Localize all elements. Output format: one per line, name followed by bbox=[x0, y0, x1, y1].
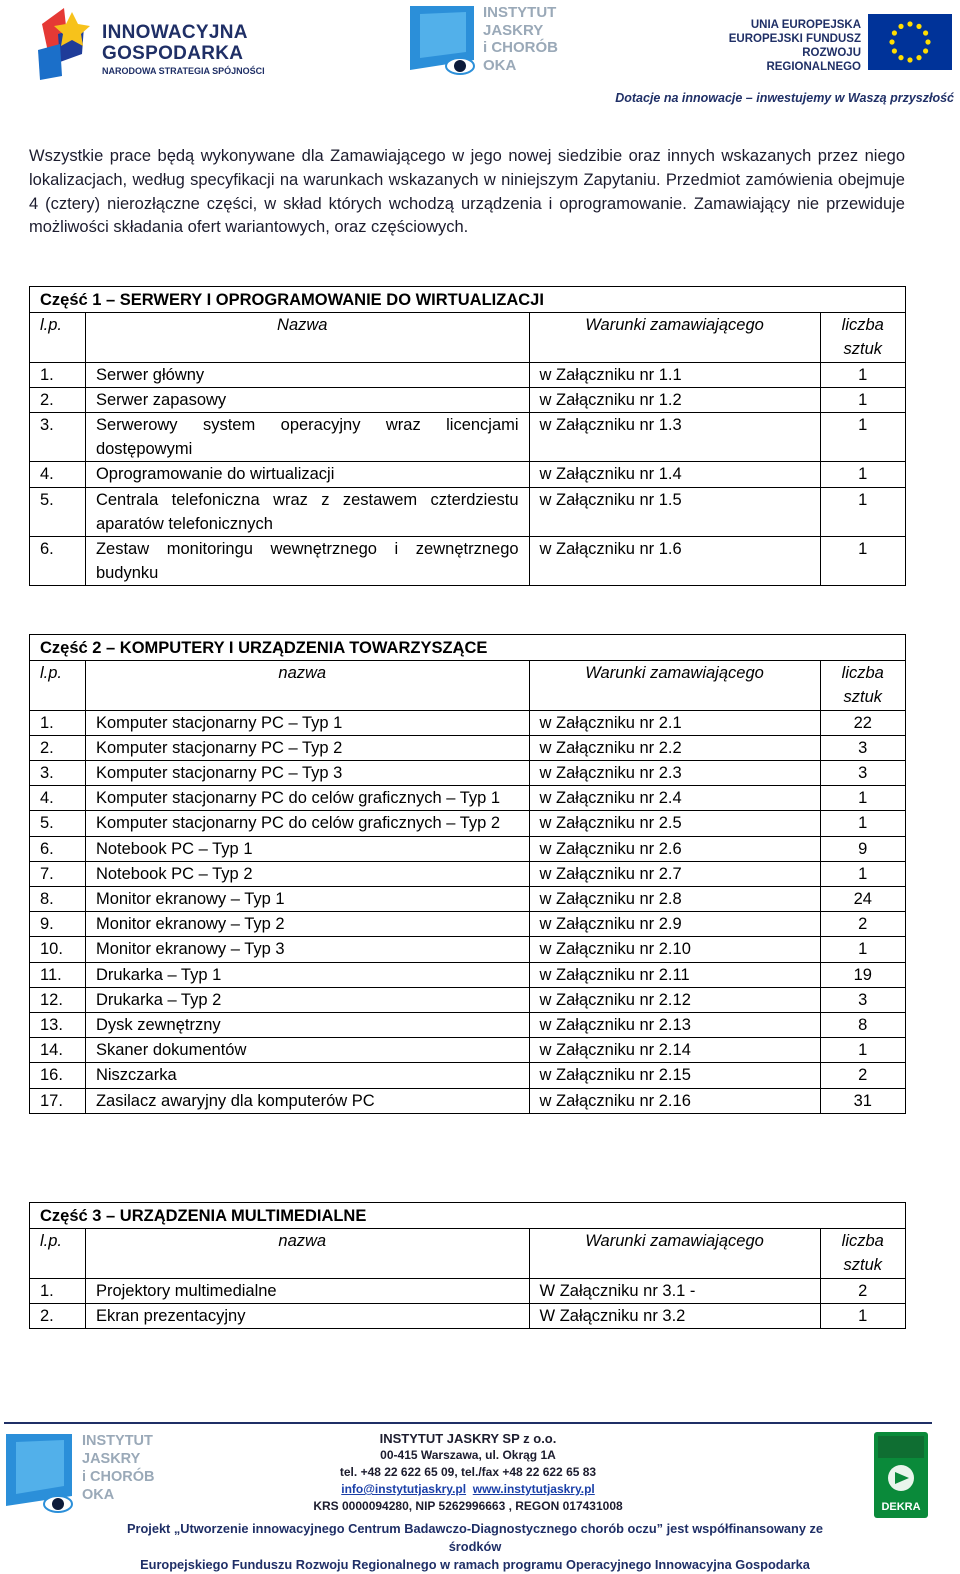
footer-company-name: INSTYTUT JASKRY SP z o.o. bbox=[379, 1431, 557, 1446]
table-cell: Komputer stacjonarny PC do celów graficznych – Typ 2 bbox=[85, 811, 529, 836]
table-cell: 2. bbox=[30, 735, 86, 760]
table-cell: w Załączniku nr 1.3 bbox=[529, 413, 820, 462]
dekra-certificate-badge bbox=[874, 1432, 928, 1518]
header-motto: Dotacje na innowacje – inwestujemy w Waszą przyszłość bbox=[615, 91, 954, 105]
page-header bbox=[0, 0, 960, 110]
dekra-label: DEKRA bbox=[881, 1501, 921, 1513]
table-row bbox=[30, 786, 906, 811]
innowacyjna-gospodarka-subtitle: NARODOWA STRATEGIA SPÓJNOŚCI bbox=[102, 66, 265, 76]
table-cell: W Załączniku nr 3.2 bbox=[529, 1303, 820, 1328]
table-row bbox=[30, 362, 906, 387]
table-cell: 1 bbox=[820, 937, 905, 962]
table-cell: 11. bbox=[30, 962, 86, 987]
table-cell: 1 bbox=[820, 786, 905, 811]
table-cell: Oprogramowanie do wirtualizacji bbox=[85, 462, 529, 487]
table-cell: w Załączniku nr 2.7 bbox=[529, 861, 820, 886]
footer-website-link[interactable]: www.instytutjaskry.pl bbox=[472, 1482, 595, 1496]
table-cell: W Załączniku nr 3.1 - bbox=[529, 1278, 820, 1303]
table-cell: 1. bbox=[30, 710, 86, 735]
table-row bbox=[30, 987, 906, 1012]
part-title: Część 3 – URZĄDZENIA MULTIMEDIALNE bbox=[30, 1203, 906, 1229]
table-cell: w Załączniku nr 2.2 bbox=[529, 735, 820, 760]
part-3-table bbox=[29, 1202, 906, 1329]
table-cell: Komputer stacjonarny PC – Typ 2 bbox=[85, 735, 529, 760]
table-cell: 1 bbox=[820, 811, 905, 836]
table-cell: Dysk zewnętrzny bbox=[85, 1013, 529, 1038]
table-cell: w Załączniku nr 2.8 bbox=[529, 887, 820, 912]
table-cell: 31 bbox=[820, 1088, 905, 1113]
innowacyjna-gospodarka-emblem bbox=[34, 4, 104, 82]
column-header: Warunki zamawiającego bbox=[529, 661, 820, 710]
table-cell: Notebook PC – Typ 2 bbox=[85, 861, 529, 886]
column-header-row bbox=[30, 1229, 906, 1278]
table-cell: Monitor ekranowy – Typ 3 bbox=[85, 937, 529, 962]
table-cell: Komputer stacjonarny PC do celów graficznych – Typ 1 bbox=[85, 786, 529, 811]
table-row bbox=[30, 912, 906, 937]
table-row bbox=[30, 462, 906, 487]
table-cell: 13. bbox=[30, 1013, 86, 1038]
table-cell: 1 bbox=[820, 462, 905, 487]
table-row bbox=[30, 413, 906, 462]
table-cell: w Załączniku nr 1.2 bbox=[529, 387, 820, 412]
table-cell: 3 bbox=[820, 987, 905, 1012]
column-header: nazwa bbox=[85, 1229, 529, 1278]
table-cell: w Załączniku nr 1.4 bbox=[529, 462, 820, 487]
table-cell: w Załączniku nr 1.6 bbox=[529, 537, 820, 586]
table-row bbox=[30, 861, 906, 886]
table-cell: w Załączniku nr 2.15 bbox=[529, 1063, 820, 1088]
instytut-jaskry-logo bbox=[408, 4, 568, 78]
table-row bbox=[30, 1038, 906, 1063]
column-header: Warunki zamawiającego bbox=[529, 1229, 820, 1278]
table-cell: Zasilacz awaryjny dla komputerów PC bbox=[85, 1088, 529, 1113]
column-header-row bbox=[30, 313, 906, 362]
table-cell: 4. bbox=[30, 462, 86, 487]
table-row bbox=[30, 1303, 906, 1328]
table-cell: 24 bbox=[820, 887, 905, 912]
footer-registry: KRS 0000094280, NIP 5262996663 , REGON 017431008 bbox=[313, 1499, 623, 1513]
table-cell: 1 bbox=[820, 537, 905, 586]
footer-instytut-jaskry-name: INSTYTUT JASKRY i CHORÓB OKA bbox=[82, 1433, 155, 1503]
eu-fund-name: UNIA EUROPEJSKA EUROPEJSKI FUNDUSZ ROZWOJU REGIONALNEGO bbox=[728, 19, 861, 73]
table-row bbox=[30, 887, 906, 912]
table-cell: 4. bbox=[30, 786, 86, 811]
table-cell: 2 bbox=[820, 1278, 905, 1303]
table-cell: w Załączniku nr 2.3 bbox=[529, 761, 820, 786]
eu-flag-icon bbox=[868, 14, 952, 70]
column-header: l.p. bbox=[30, 313, 86, 362]
table-cell: 3. bbox=[30, 761, 86, 786]
table-row bbox=[30, 937, 906, 962]
instytut-jaskry-name: INSTYTUT JASKRY i CHORÓB OKA bbox=[483, 4, 558, 74]
table-row bbox=[30, 537, 906, 586]
table-cell: 3 bbox=[820, 735, 905, 760]
table-cell: Skaner dokumentów bbox=[85, 1038, 529, 1063]
table-cell: Centrala telefoniczna wraz z zestawem czterdziestu aparatów telefonicznych bbox=[85, 487, 529, 536]
table-cell: w Załączniku nr 2.1 bbox=[529, 710, 820, 735]
table-cell: w Załączniku nr 1.5 bbox=[529, 487, 820, 536]
table-cell: Komputer stacjonarny PC – Typ 3 bbox=[85, 761, 529, 786]
table-cell: Notebook PC – Typ 1 bbox=[85, 836, 529, 861]
table-cell: 22 bbox=[820, 710, 905, 735]
table-cell: 5. bbox=[30, 487, 86, 536]
table-row bbox=[30, 811, 906, 836]
table-cell: Drukarka – Typ 1 bbox=[85, 962, 529, 987]
table-cell: Niszczarka bbox=[85, 1063, 529, 1088]
table-cell: 2 bbox=[820, 912, 905, 937]
table-cell: 7. bbox=[30, 861, 86, 886]
table-cell: 9 bbox=[820, 836, 905, 861]
footer-eye-logo-icon bbox=[6, 1432, 78, 1520]
table-cell: 1. bbox=[30, 362, 86, 387]
footer-address: 00-415 Warszawa, ul. Okrąg 1A bbox=[380, 1448, 556, 1462]
table-cell: 16. bbox=[30, 1063, 86, 1088]
innowacyjna-gospodarka-name: INNOWACYJNA GOSPODARKA bbox=[102, 22, 248, 64]
table-cell: 2 bbox=[820, 1063, 905, 1088]
table-row bbox=[30, 836, 906, 861]
table-cell: Zestaw monitoringu wewnętrznego i zewnętrznego budynku bbox=[85, 537, 529, 586]
column-header: Nazwa bbox=[85, 313, 529, 362]
table-cell: 14. bbox=[30, 1038, 86, 1063]
table-row bbox=[30, 387, 906, 412]
table-row bbox=[30, 710, 906, 735]
page-footer bbox=[0, 1418, 960, 1572]
part-title: Część 2 – KOMPUTERY I URZĄDZENIA TOWARZYSZĄCE bbox=[30, 635, 906, 661]
table-row bbox=[30, 962, 906, 987]
table-cell: w Załączniku nr 2.12 bbox=[529, 987, 820, 1012]
column-header: l.p. bbox=[30, 1229, 86, 1278]
table-cell: Projektory multimedialne bbox=[85, 1278, 529, 1303]
footer-email-link[interactable]: info@instytutjaskry.pl bbox=[341, 1482, 467, 1496]
table-cell: 8. bbox=[30, 887, 86, 912]
table-cell: 9. bbox=[30, 912, 86, 937]
column-header-row bbox=[30, 661, 906, 710]
table-row bbox=[30, 1088, 906, 1113]
table-cell: 6. bbox=[30, 836, 86, 861]
table-cell: Drukarka – Typ 2 bbox=[85, 987, 529, 1012]
table-cell: 1 bbox=[820, 487, 905, 536]
column-header: liczba sztuk bbox=[820, 313, 905, 362]
table-cell: w Załączniku nr 2.9 bbox=[529, 912, 820, 937]
table-cell: w Załączniku nr 2.6 bbox=[529, 836, 820, 861]
table-cell: Komputer stacjonarny PC – Typ 1 bbox=[85, 710, 529, 735]
table-cell: w Załączniku nr 2.10 bbox=[529, 937, 820, 962]
table-cell: 5. bbox=[30, 811, 86, 836]
table-cell: w Załączniku nr 2.16 bbox=[529, 1088, 820, 1113]
part-2-table bbox=[29, 634, 906, 1114]
table-cell: 19 bbox=[820, 962, 905, 987]
table-row bbox=[30, 1063, 906, 1088]
table-cell: 1 bbox=[820, 1303, 905, 1328]
table-cell: w Załączniku nr 1.1 bbox=[529, 362, 820, 387]
table-cell: 8 bbox=[820, 1013, 905, 1038]
table-cell: w Załączniku nr 2.5 bbox=[529, 811, 820, 836]
table-cell: 10. bbox=[30, 937, 86, 962]
table-row bbox=[30, 1278, 906, 1303]
table-cell: 1 bbox=[820, 1038, 905, 1063]
intro-paragraph: Wszystkie prace będą wykonywane dla Zamawiającego w jego nowej siedzibie oraz innych wskazanych przez niego lokalizacjach, według specyfikacji na warunkach wskazanych w niniejszym Zapytaniu. Przedmiot zamówienia obejmuje 4 (cztery) nierozłączne części, w skład których wchodzą urządzenia i oprogramowanie. Zamawiający nie przewiduje możliwości składania ofert wariantowych, oraz częściowych. bbox=[29, 147, 905, 237]
table-cell: Serwer główny bbox=[85, 362, 529, 387]
table-cell: 2. bbox=[30, 387, 86, 412]
table-cell: 12. bbox=[30, 987, 86, 1012]
table-row bbox=[30, 487, 906, 536]
column-header: liczba sztuk bbox=[820, 1229, 905, 1278]
footer-instytut-jaskry-logo bbox=[6, 1432, 166, 1522]
table-cell: w Załączniku nr 2.4 bbox=[529, 786, 820, 811]
table-cell: w Załączniku nr 2.13 bbox=[529, 1013, 820, 1038]
part-title: Część 1 – SERWERY I OPROGRAMOWANIE DO WIRTUALIZACJI bbox=[30, 287, 906, 313]
table-cell: Ekran prezentacyjny bbox=[85, 1303, 529, 1328]
table-cell: Monitor ekranowy – Typ 1 bbox=[85, 887, 529, 912]
innowacyjna-gospodarka-logo bbox=[34, 4, 284, 82]
column-header: nazwa bbox=[85, 661, 529, 710]
table-row bbox=[30, 1013, 906, 1038]
column-header: Warunki zamawiającego bbox=[529, 313, 820, 362]
footer-company-info bbox=[300, 1430, 636, 1515]
table-cell: 17. bbox=[30, 1088, 86, 1113]
eye-logo-icon bbox=[408, 4, 480, 78]
table-cell: 1 bbox=[820, 861, 905, 886]
table-cell: 3 bbox=[820, 761, 905, 786]
table-row bbox=[30, 761, 906, 786]
footer-project-note: Projekt „Utworzenie innowacyjnego Centrum Badawczo-Diagnostycznego chorób oczu” jest współfinansowany ze środków Europejskiego Funduszu Rozwoju Regionalnego w ramach programu Operacyjnego Innowacyjna Gospodarka bbox=[126, 1521, 824, 1572]
column-header: liczba sztuk bbox=[820, 661, 905, 710]
column-header: l.p. bbox=[30, 661, 86, 710]
table-cell: w Załączniku nr 2.11 bbox=[529, 962, 820, 987]
table-cell: Monitor ekranowy – Typ 2 bbox=[85, 912, 529, 937]
table-cell: Serwerowy system operacyjny wraz licencjami dostępowymi bbox=[85, 413, 529, 462]
footer-phones: tel. +48 22 622 65 09, tel./fax +48 22 622 65 83 bbox=[339, 1465, 597, 1479]
table-cell: 3. bbox=[30, 413, 86, 462]
table-cell: 6. bbox=[30, 537, 86, 586]
table-cell: 1 bbox=[820, 362, 905, 387]
table-cell: Serwer zapasowy bbox=[85, 387, 529, 412]
table-cell: 1. bbox=[30, 1278, 86, 1303]
table-cell: 1 bbox=[820, 387, 905, 412]
table-row bbox=[30, 735, 906, 760]
part-1-table bbox=[29, 286, 906, 586]
table-cell: 2. bbox=[30, 1303, 86, 1328]
table-cell: w Załączniku nr 2.14 bbox=[529, 1038, 820, 1063]
eu-fund-logo bbox=[716, 14, 956, 73]
table-cell: 1 bbox=[820, 413, 905, 462]
footer-divider bbox=[4, 1422, 932, 1424]
